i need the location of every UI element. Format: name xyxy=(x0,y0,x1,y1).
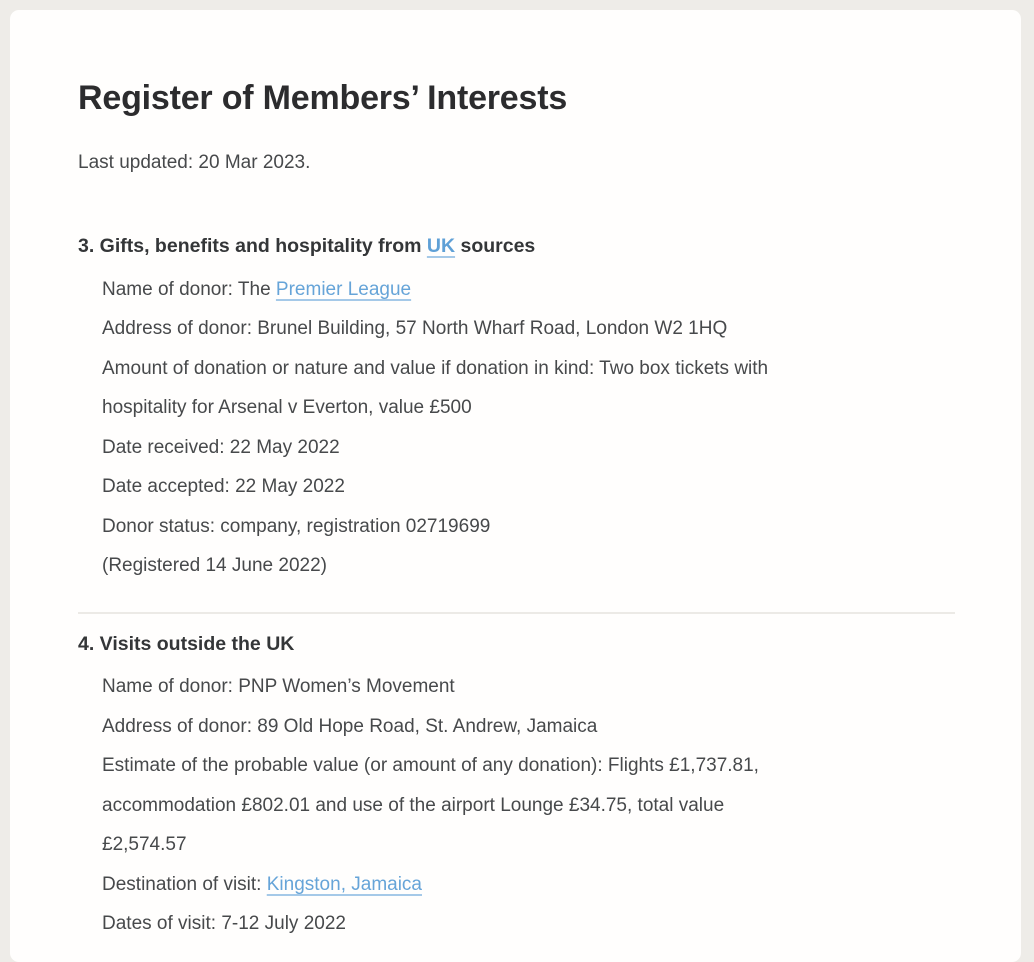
section-divider xyxy=(78,612,955,614)
section-gifts-heading xyxy=(78,227,955,267)
donor-name-line xyxy=(102,270,955,310)
date-accepted-line: Date accepted: 22 May 2022 xyxy=(102,476,345,497)
donor-address-line: Address of donor: Brunel Building, 57 North Wharf Road, London W2 1HQ xyxy=(102,318,728,339)
section-gifts-heading-before: 3. Gifts, benefits and hospitality from xyxy=(78,235,427,257)
donor-status-line: Donor status: company, registration 02719699 xyxy=(102,515,491,537)
destination-prefix: Destination of visit: xyxy=(102,873,267,895)
premier-league-link[interactable]: Premier League xyxy=(275,278,412,300)
last-updated: Last updated: 20 Mar 2023. xyxy=(78,152,311,173)
destination-line xyxy=(102,865,955,905)
estimate-line-1: Estimate of the probable value (or amount of any donation): Flights £1,737.81, xyxy=(102,755,759,776)
visit-donor-address-line: Address of donor: 89 Old Hope Road, St. Andrew, Jamaica xyxy=(102,715,598,737)
estimate-line-2: accommodation £802.01 and use of the airport Lounge £34.75, total value xyxy=(102,794,725,816)
uk-link[interactable]: UK xyxy=(426,235,456,257)
section-gifts-heading-after: sources xyxy=(455,235,536,257)
donation-amount-line-2: hospitality for Arsenal v Everton, value £500 xyxy=(102,397,472,418)
dates-of-visit-line: Dates of visit: 7-12 July 2022 xyxy=(102,913,346,934)
page-title: Register of Members’ Interests xyxy=(78,79,568,117)
registered-date-line: (Registered 14 June 2022) xyxy=(102,555,327,576)
document-card xyxy=(10,10,1021,962)
donor-name-prefix: Name of donor: The xyxy=(102,278,276,300)
kingston-jamaica-link[interactable]: Kingston, Jamaica xyxy=(266,873,422,895)
visit-donor-name-line: Name of donor: PNP Women’s Movement xyxy=(102,676,455,697)
estimate-line-3: £2,574.57 xyxy=(102,834,187,855)
date-received-line: Date received: 22 May 2022 xyxy=(102,436,340,458)
donation-amount-line-1: Amount of donation or nature and value if donation in kind: Two box tickets with xyxy=(102,357,769,379)
gifts-entry xyxy=(78,270,955,586)
visits-entry xyxy=(78,667,955,944)
section-visits-heading: 4. Visits outside the UK xyxy=(78,632,295,655)
